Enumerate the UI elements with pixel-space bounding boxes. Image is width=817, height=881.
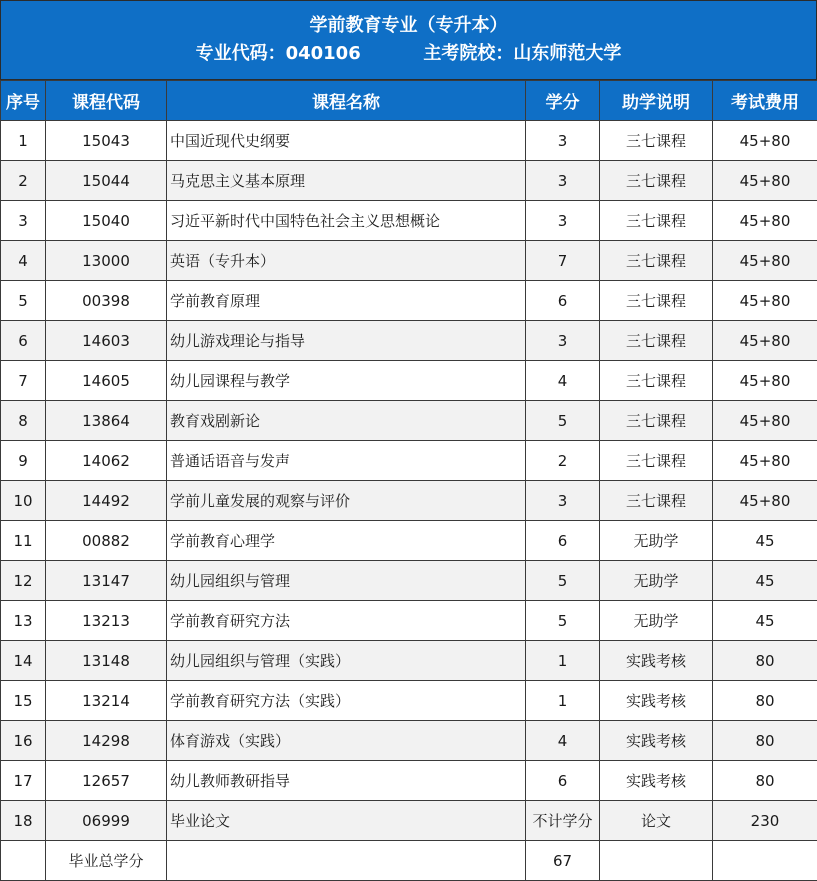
cell-credit: 6 xyxy=(526,281,600,321)
course-table xyxy=(0,80,817,881)
cell-course-name: 英语（专升本） xyxy=(167,241,526,281)
cell-index: 18 xyxy=(1,801,46,841)
cell-tutoring-note: 无助学 xyxy=(600,601,713,641)
table-row xyxy=(1,321,817,361)
cell-tutoring-note: 三七课程 xyxy=(600,361,713,401)
cell-course-code: 13148 xyxy=(46,641,167,681)
cell-tutoring-note: 实践考核 xyxy=(600,681,713,721)
cell-index: 16 xyxy=(1,721,46,761)
cell-course-code: 13864 xyxy=(46,401,167,441)
column-header-exam-fee: 考试费用 xyxy=(713,81,817,121)
info-spacer xyxy=(361,43,424,64)
table-row xyxy=(1,681,817,721)
cell-tutoring-note: 三七课程 xyxy=(600,321,713,361)
cell-course-code: 15043 xyxy=(46,121,167,161)
cell-credit: 3 xyxy=(526,481,600,521)
table-row xyxy=(1,241,817,281)
cell-exam-fee: 45+80 xyxy=(713,161,817,201)
cell-index: 7 xyxy=(1,361,46,401)
table-row xyxy=(1,561,817,601)
total-credits-row xyxy=(1,841,817,881)
cell-exam-fee: 80 xyxy=(713,681,817,721)
cell-index: 14 xyxy=(1,641,46,681)
cell-course-name: 学前儿童发展的观察与评价 xyxy=(167,481,526,521)
cell-tutoring-note: 三七课程 xyxy=(600,201,713,241)
cell-index: 15 xyxy=(1,681,46,721)
cell-credit: 3 xyxy=(526,201,600,241)
cell-course-name: 学前教育心理学 xyxy=(167,521,526,561)
cell-credit: 2 xyxy=(526,441,600,481)
table-row xyxy=(1,361,817,401)
cell-tutoring-note: 三七课程 xyxy=(600,241,713,281)
major-title: 学前教育专业（专升本） xyxy=(309,15,508,36)
cell-credit: 3 xyxy=(526,321,600,361)
cell-course-code: 14605 xyxy=(46,361,167,401)
table-row xyxy=(1,641,817,681)
cell-exam-fee: 45+80 xyxy=(713,121,817,161)
table-row xyxy=(1,441,817,481)
cell-exam-fee: 45 xyxy=(713,561,817,601)
cell-course-name: 马克思主义基本原理 xyxy=(167,161,526,201)
cell-credit: 4 xyxy=(526,721,600,761)
title-banner xyxy=(0,0,817,80)
cell-exam-fee: 45+80 xyxy=(713,281,817,321)
cell-credit: 3 xyxy=(526,121,600,161)
major-info-line xyxy=(1,43,816,65)
cell-tutoring-note: 实践考核 xyxy=(600,761,713,801)
cell-credit: 6 xyxy=(526,521,600,561)
table-row xyxy=(1,121,817,161)
cell-index: 4 xyxy=(1,241,46,281)
cell-exam-fee: 45 xyxy=(713,521,817,561)
column-header-index: 序号 xyxy=(1,81,46,121)
cell-credit: 6 xyxy=(526,761,600,801)
cell-tutoring-note: 实践考核 xyxy=(600,641,713,681)
cell-course-name: 幼儿园组织与管理 xyxy=(167,561,526,601)
cell-tutoring-note: 三七课程 xyxy=(600,481,713,521)
cell-course-code: 13147 xyxy=(46,561,167,601)
cell-tutoring-note: 三七课程 xyxy=(600,121,713,161)
cell-credit: 1 xyxy=(526,641,600,681)
cell-credit: 5 xyxy=(526,401,600,441)
cell-exam-fee: 45+80 xyxy=(713,481,817,521)
cell-exam-fee: 45+80 xyxy=(713,361,817,401)
cell-exam-fee: 230 xyxy=(713,801,817,841)
cell-course-code: 14603 xyxy=(46,321,167,361)
total-credits-value: 67 xyxy=(526,841,600,881)
cell-course-name: 幼儿园课程与教学 xyxy=(167,361,526,401)
cell-exam-fee: 45 xyxy=(713,601,817,641)
cell-course-code: 12657 xyxy=(46,761,167,801)
cell-course-name: 毕业论文 xyxy=(167,801,526,841)
cell-course-code: 14298 xyxy=(46,721,167,761)
cell-tutoring-note: 三七课程 xyxy=(600,161,713,201)
cell-course-name: 普通话语音与发声 xyxy=(167,441,526,481)
cell-tutoring-note: 无助学 xyxy=(600,521,713,561)
cell-exam-fee: 45+80 xyxy=(713,401,817,441)
cell-tutoring-note: 实践考核 xyxy=(600,721,713,761)
total-credits-label: 毕业总学分 xyxy=(46,841,167,881)
table-row xyxy=(1,481,817,521)
table-header-row xyxy=(1,81,817,121)
cell-course-name: 学前教育原理 xyxy=(167,281,526,321)
table-row xyxy=(1,601,817,641)
cell-course-name: 幼儿园组织与管理（实践） xyxy=(167,641,526,681)
total-row-fee-cell xyxy=(713,841,817,881)
cell-tutoring-note: 三七课程 xyxy=(600,441,713,481)
table-row xyxy=(1,161,817,201)
cell-course-code: 15044 xyxy=(46,161,167,201)
cell-credit: 7 xyxy=(526,241,600,281)
cell-course-code: 00882 xyxy=(46,521,167,561)
cell-credit: 5 xyxy=(526,561,600,601)
cell-course-code: 06999 xyxy=(46,801,167,841)
cell-exam-fee: 45+80 xyxy=(713,441,817,481)
cell-credit: 3 xyxy=(526,161,600,201)
cell-course-name: 幼儿教师教研指导 xyxy=(167,761,526,801)
cell-exam-fee: 80 xyxy=(713,641,817,681)
cell-tutoring-note: 三七课程 xyxy=(600,401,713,441)
total-row-name-cell xyxy=(167,841,526,881)
cell-index: 3 xyxy=(1,201,46,241)
cell-index: 6 xyxy=(1,321,46,361)
cell-course-code: 14062 xyxy=(46,441,167,481)
table-row xyxy=(1,761,817,801)
cell-index: 17 xyxy=(1,761,46,801)
column-header-course-code: 课程代码 xyxy=(46,81,167,121)
cell-exam-fee: 45+80 xyxy=(713,321,817,361)
column-header-credit: 学分 xyxy=(526,81,600,121)
cell-course-name: 学前教育研究方法（实践） xyxy=(167,681,526,721)
column-header-course-name: 课程名称 xyxy=(167,81,526,121)
cell-course-name: 学前教育研究方法 xyxy=(167,601,526,641)
cell-exam-fee: 80 xyxy=(713,721,817,761)
table-row xyxy=(1,721,817,761)
cell-index: 8 xyxy=(1,401,46,441)
cell-course-code: 14492 xyxy=(46,481,167,521)
table-row xyxy=(1,401,817,441)
cell-course-name: 习近平新时代中国特色社会主义思想概论 xyxy=(167,201,526,241)
cell-course-name: 体育游戏（实践） xyxy=(167,721,526,761)
school-label: 主考院校： xyxy=(423,43,514,64)
cell-course-name: 教育戏剧新论 xyxy=(167,401,526,441)
cell-index: 12 xyxy=(1,561,46,601)
school-name: 山东师范大学 xyxy=(513,43,622,64)
table-row xyxy=(1,521,817,561)
total-row-note-cell xyxy=(600,841,713,881)
cell-credit: 4 xyxy=(526,361,600,401)
cell-course-code: 13000 xyxy=(46,241,167,281)
major-code: 040106 xyxy=(285,43,361,64)
cell-index: 9 xyxy=(1,441,46,481)
cell-course-name: 幼儿游戏理论与指导 xyxy=(167,321,526,361)
column-header-tutoring-note: 助学说明 xyxy=(600,81,713,121)
table-row xyxy=(1,801,817,841)
cell-tutoring-note: 无助学 xyxy=(600,561,713,601)
total-row-index-cell xyxy=(1,841,46,881)
cell-credit: 5 xyxy=(526,601,600,641)
major-code-label: 专业代码： xyxy=(195,43,286,64)
cell-index: 2 xyxy=(1,161,46,201)
cell-course-code: 00398 xyxy=(46,281,167,321)
cell-exam-fee: 80 xyxy=(713,761,817,801)
cell-course-code: 13213 xyxy=(46,601,167,641)
cell-credit: 1 xyxy=(526,681,600,721)
cell-exam-fee: 45+80 xyxy=(713,241,817,281)
cell-exam-fee: 45+80 xyxy=(713,201,817,241)
cell-index: 1 xyxy=(1,121,46,161)
cell-index: 5 xyxy=(1,281,46,321)
cell-tutoring-note: 三七课程 xyxy=(600,281,713,321)
table-body xyxy=(1,121,817,881)
cell-course-code: 15040 xyxy=(46,201,167,241)
table-row xyxy=(1,201,817,241)
cell-tutoring-note: 论文 xyxy=(600,801,713,841)
cell-course-name: 中国近现代史纲要 xyxy=(167,121,526,161)
cell-index: 11 xyxy=(1,521,46,561)
table-row xyxy=(1,281,817,321)
cell-index: 10 xyxy=(1,481,46,521)
cell-index: 13 xyxy=(1,601,46,641)
cell-course-code: 13214 xyxy=(46,681,167,721)
cell-credit: 不计学分 xyxy=(526,801,600,841)
